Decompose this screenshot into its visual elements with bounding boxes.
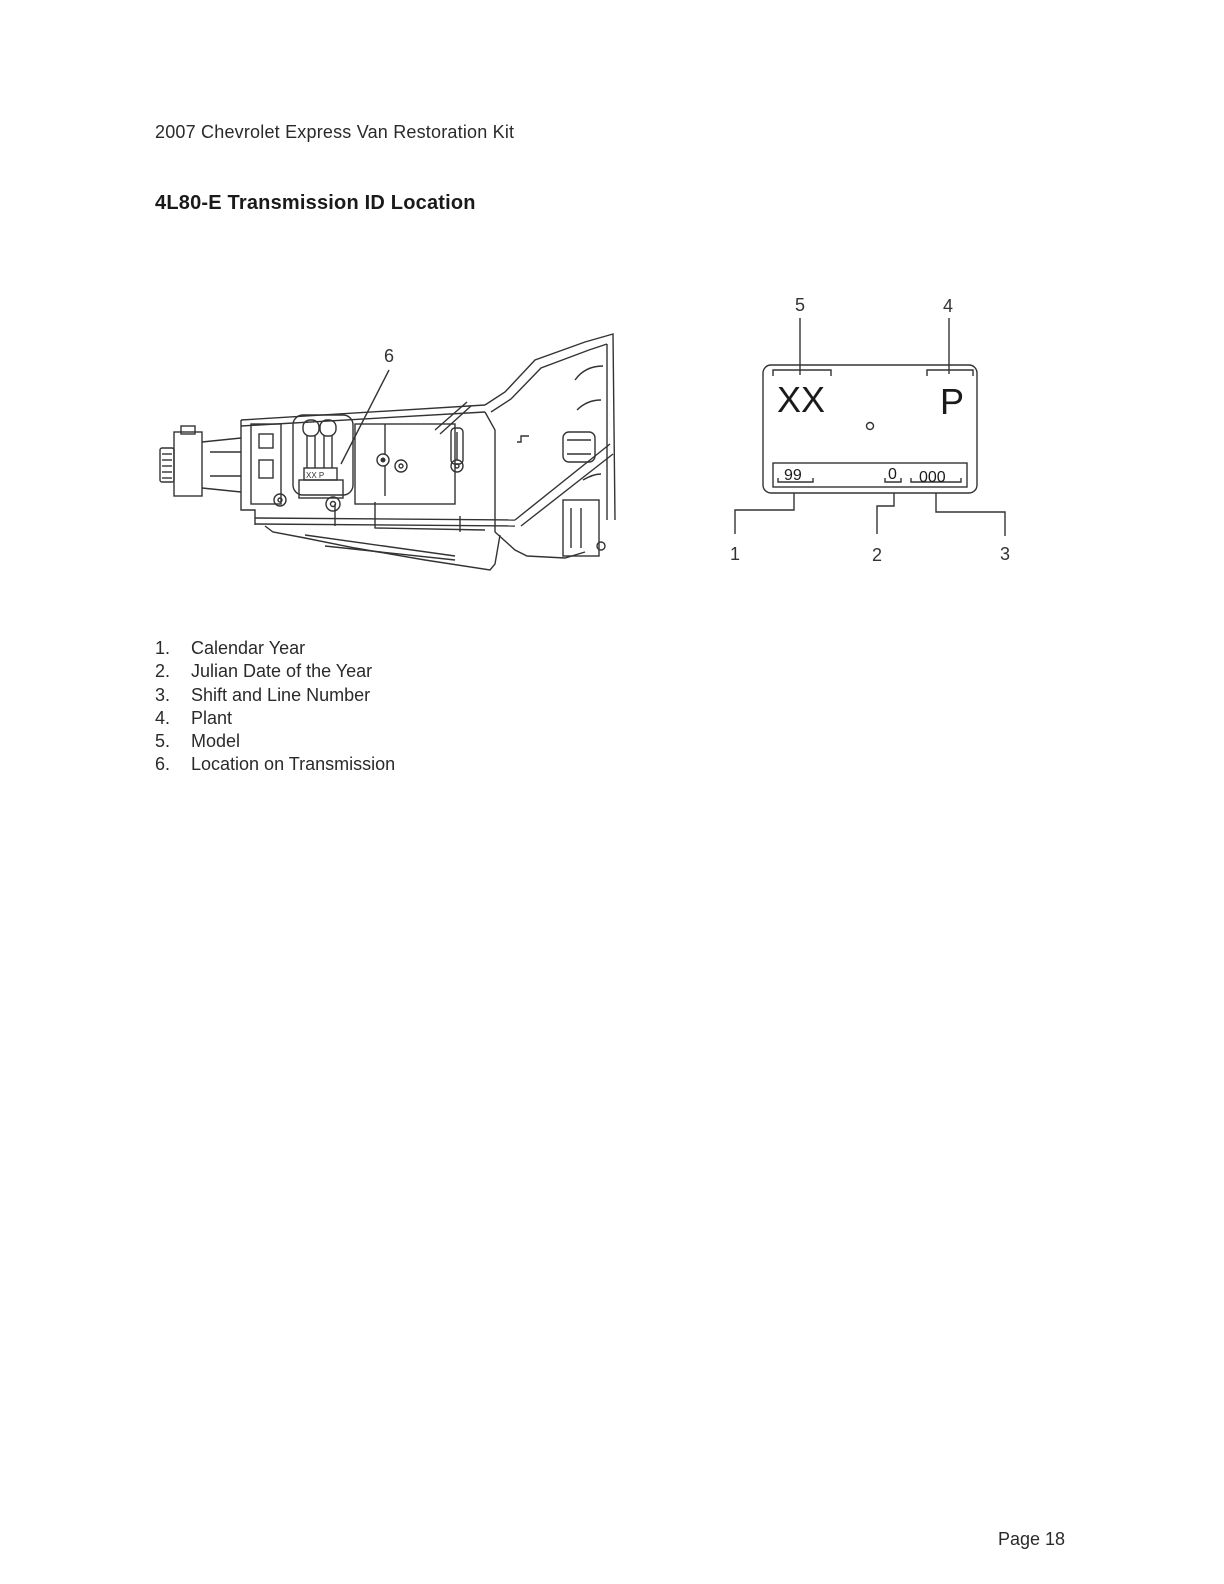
plant-code: P	[940, 381, 965, 422]
legend-number: 2.	[155, 661, 171, 682]
legend-number: 4.	[155, 707, 171, 728]
legend-item	[155, 660, 395, 683]
plate-callout-1: 1	[730, 544, 741, 564]
year-code: 99	[784, 467, 802, 484]
output-shaft	[160, 426, 241, 496]
legend-label: Location on Transmission	[191, 754, 396, 775]
legend-number: 6.	[155, 754, 171, 775]
legend-list	[155, 637, 395, 777]
transmission-callout-6: 6	[384, 346, 395, 366]
legend-item	[155, 707, 395, 730]
plate-callout-4: 4	[943, 296, 954, 316]
model-code: XX	[777, 379, 826, 420]
legend-item	[155, 637, 395, 660]
legend-item	[155, 684, 395, 707]
legend-number: 3.	[155, 684, 171, 705]
legend-number: 5.	[155, 731, 171, 752]
oil-pan	[265, 526, 500, 570]
bell-housing	[435, 334, 615, 558]
document-header: 2007 Chevrolet Express Van Restoration Kit	[155, 122, 515, 142]
legend-label: Julian Date of the Year	[191, 661, 373, 682]
legend-item	[155, 753, 395, 776]
julian-code: 0	[888, 466, 897, 483]
id-plate-diagram	[725, 290, 1025, 580]
legend-label: Shift and Line Number	[191, 684, 371, 705]
transmission-diagram	[155, 320, 625, 580]
section-title: 4L80-E Transmission ID Location	[155, 192, 476, 214]
id-plate-location	[293, 415, 353, 498]
legend-number: 1.	[155, 638, 171, 658]
plate-hole	[867, 423, 874, 430]
shift-line-code: 000	[919, 469, 946, 486]
transmission-plate-text: XX P	[306, 471, 325, 480]
page-number: Page 18	[998, 1529, 1066, 1549]
legend-label: Calendar Year	[191, 638, 306, 658]
plate-callout-5: 5	[795, 295, 806, 315]
valve-body	[326, 424, 485, 532]
legend-label: Model	[191, 731, 241, 752]
legend-item	[155, 730, 395, 753]
legend-label: Plant	[191, 707, 233, 728]
plate-callout-3: 3	[1000, 544, 1011, 564]
transmission-case	[241, 405, 515, 526]
plate-callout-2: 2	[872, 545, 883, 565]
